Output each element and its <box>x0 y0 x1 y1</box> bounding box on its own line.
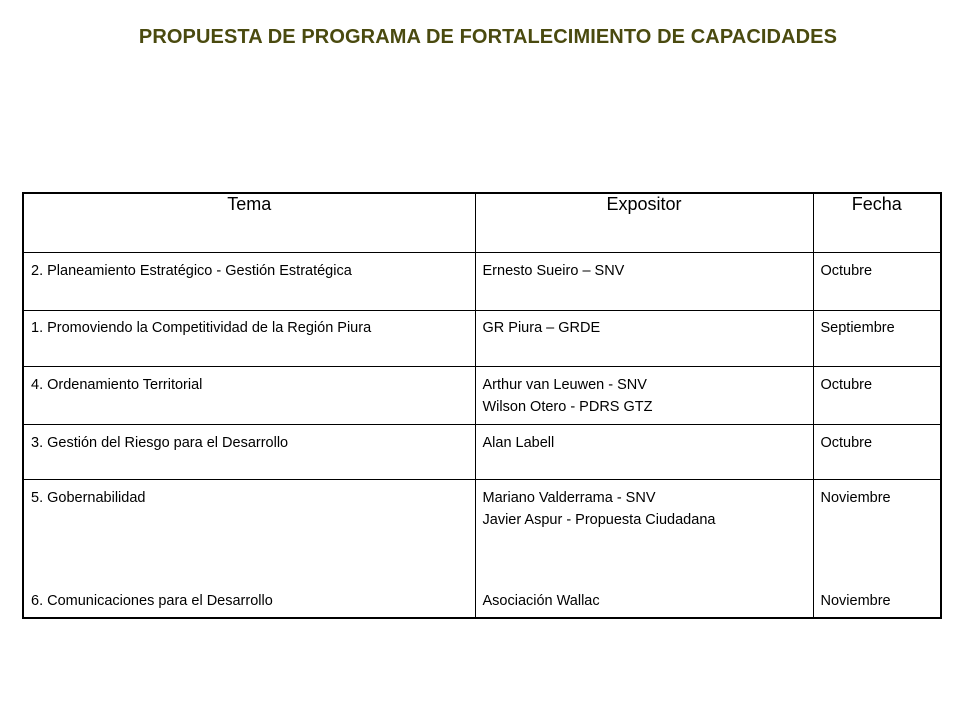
expositor-name: Ernesto Sueiro – SNV <box>482 263 625 279</box>
fecha-cell: Octubre <box>820 263 873 279</box>
expositor-cell <box>476 367 813 417</box>
expositor-name: GR Piura – GRDE <box>482 320 601 336</box>
expositor-name: Mariano Valderrama - SNV <box>482 490 656 506</box>
fecha-cell: Octubre <box>820 435 873 451</box>
tema-cell-secondary: 6. Comunicaciones para el Desarrollo <box>31 593 273 609</box>
expositor-cell <box>476 311 813 338</box>
fecha-cell: Octubre <box>820 377 873 393</box>
expositor-cell <box>476 425 813 453</box>
table-header-row <box>23 193 941 253</box>
tema-cell: 3. Gestión del Riesgo para el Desarrollo <box>31 435 289 451</box>
table-row <box>23 480 941 619</box>
program-table <box>22 192 942 619</box>
table-row <box>23 253 941 311</box>
expositor-name: Alan Labell <box>482 435 555 451</box>
fecha-cell-secondary: Noviembre <box>820 593 891 609</box>
expositor-name: Wilson Otero - PDRS GTZ <box>482 399 653 415</box>
fecha-cell: Noviembre <box>820 490 891 506</box>
tema-cell: 5. Gobernabilidad <box>31 490 146 506</box>
fecha-cell: Septiembre <box>820 320 895 336</box>
table-row <box>23 367 941 425</box>
tema-cell: 2. Planeamiento Estratégico - Gestión Estratégica <box>31 263 352 279</box>
tema-cell: 1. Promoviendo la Competitividad de la Región Piura <box>31 320 372 336</box>
expositor-name: Arthur van Leuwen - SNV <box>482 377 647 393</box>
page-title: PROPUESTA DE PROGRAMA DE FORTALECIMIENTO DE CAPACIDADES <box>138 26 838 48</box>
table-row <box>23 425 941 480</box>
tema-cell: 4. Ordenamiento Territorial <box>31 377 203 393</box>
header-expositor: Expositor <box>475 193 813 253</box>
header-fecha: Fecha <box>813 193 941 253</box>
table-row <box>23 311 941 367</box>
expositor-cell-secondary: Asociación Wallac <box>482 593 600 609</box>
expositor-cell <box>476 480 813 530</box>
header-tema: Tema <box>23 193 475 253</box>
expositor-name: Javier Aspur - Propuesta Ciudadana <box>482 512 716 528</box>
expositor-cell <box>476 253 813 281</box>
